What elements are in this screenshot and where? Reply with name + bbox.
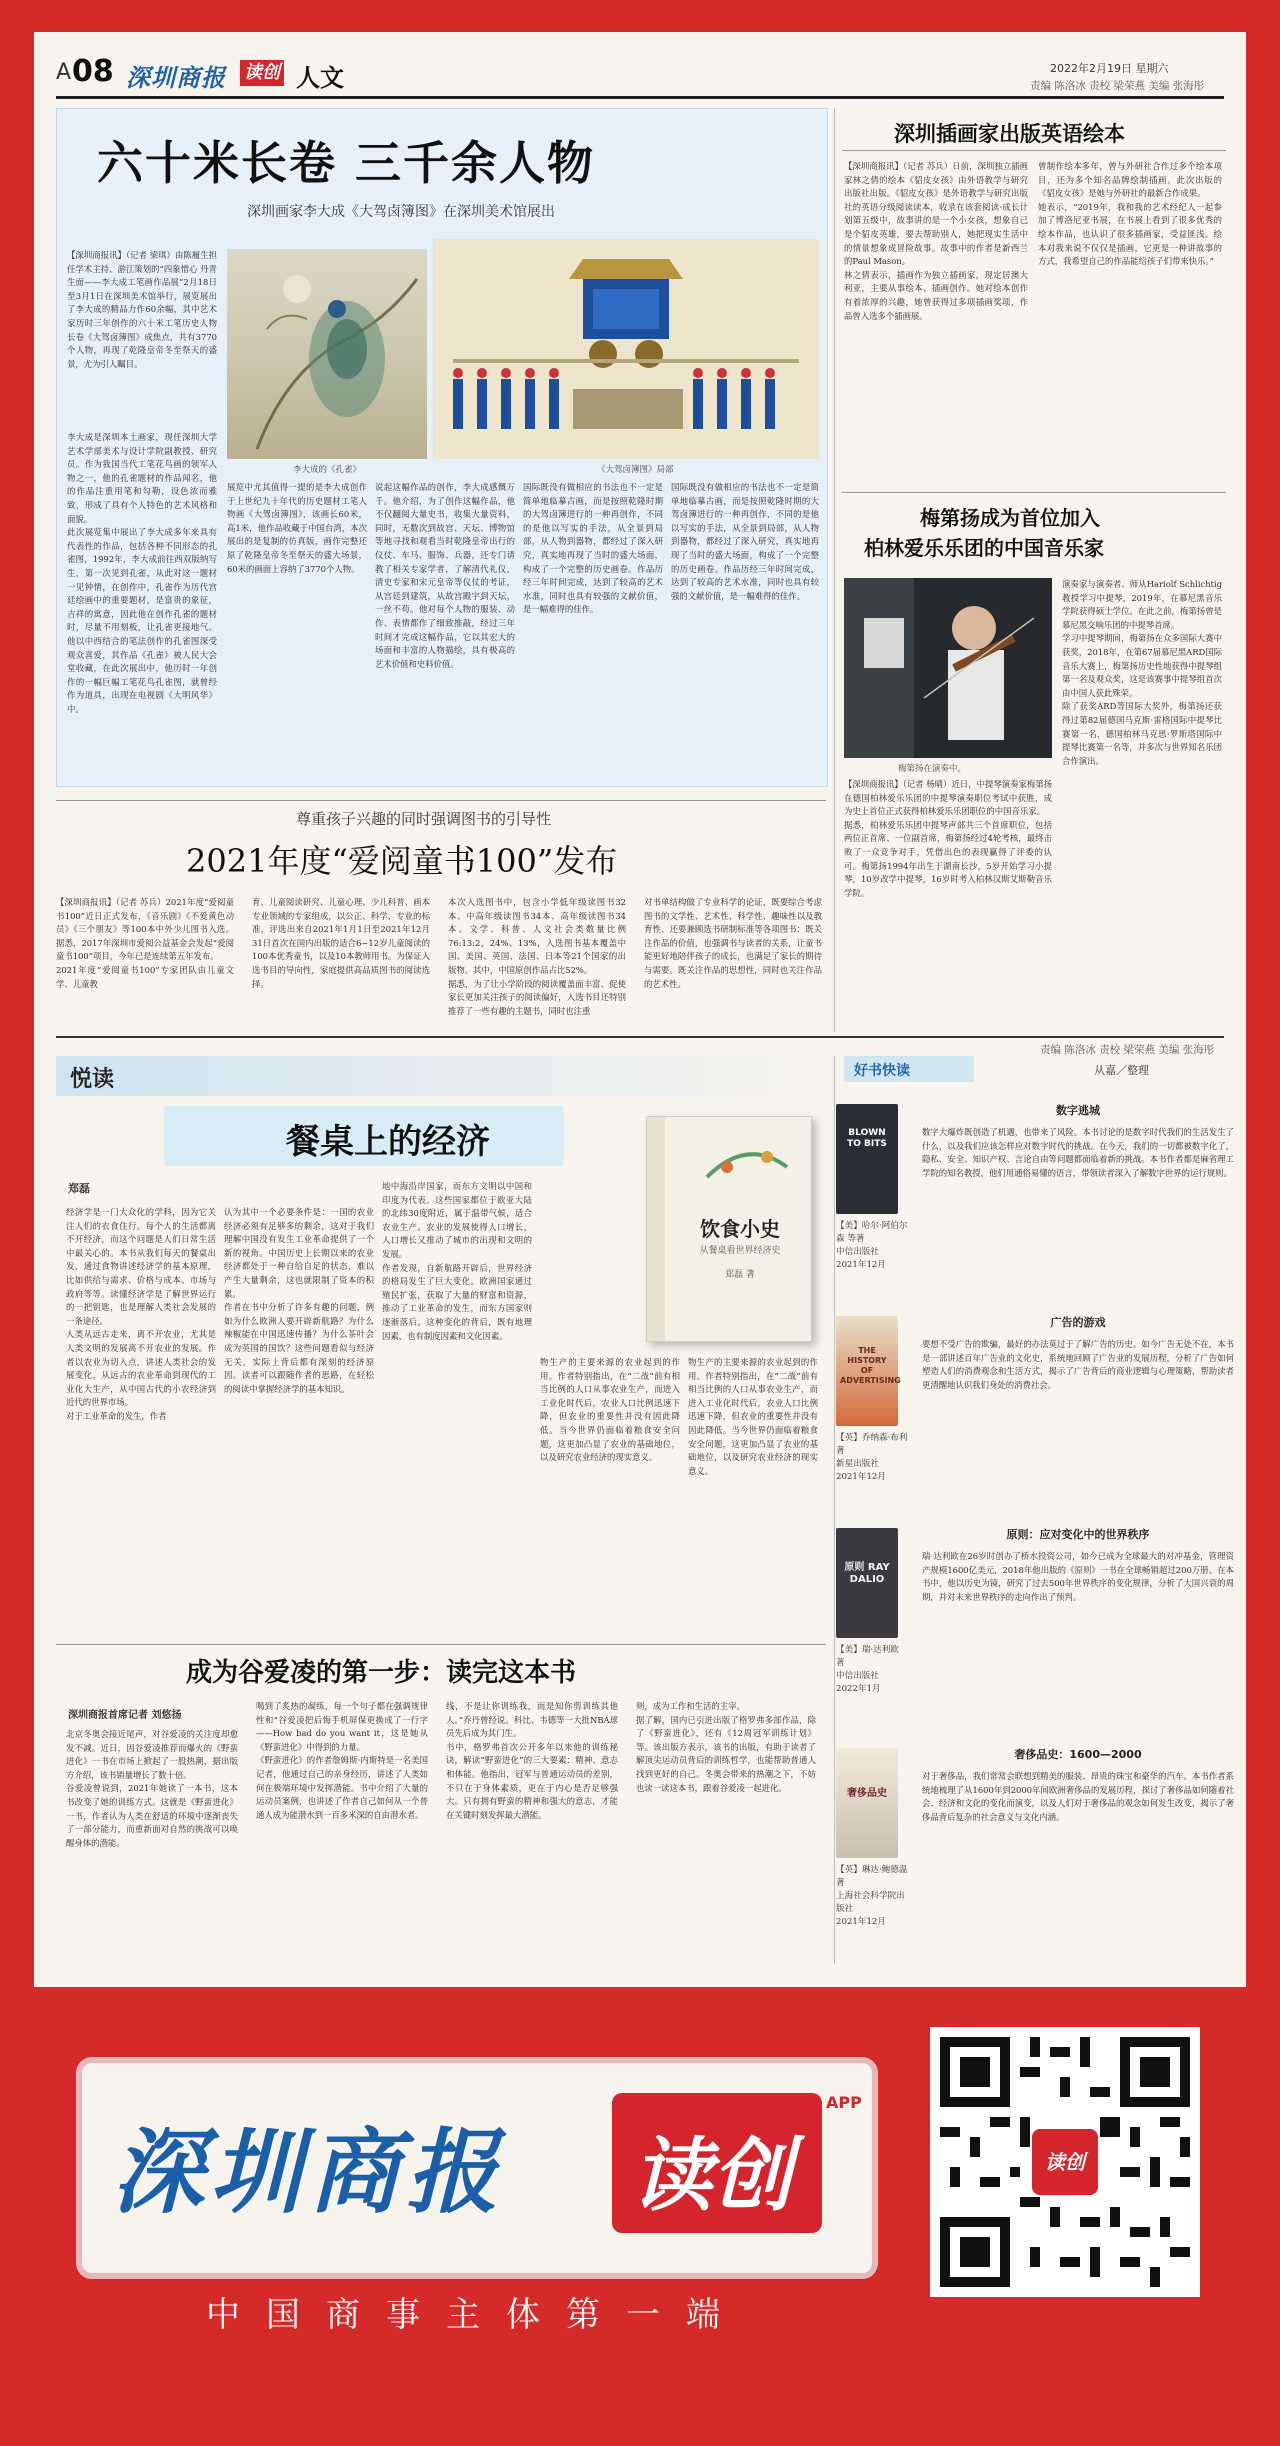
page-header bbox=[34, 32, 1246, 102]
book-description: 要想不受广告的欺骗，最好的办法莫过于了解广告的历史。如今广告无处不在，本书是一部讲述百年广告业的文化史，系统地回顾了广告业的发展历程，分析了广告如何塑造人们的消费观念和生活方式，揭示了广告背后的商业逻辑与心理策略，帮助读者更清醒地认识我们身处的消费社会。 bbox=[922, 1339, 1234, 1390]
section-band bbox=[56, 1056, 826, 1096]
book-author: 郑磊 著 bbox=[725, 1270, 755, 1280]
reading-body-col2: 认为其中一个必要条件是：一国的农业经济必须有足够多的剩余，这对于我们理解中国没有发生工业革命提供了一个新的视角。中国历史上长期以来的农业经济都处于一种自给自足的状态，难以产生大量剩余，这也就限制了资本的积累。 作者在书中分析了许多有趣的问题，例如为什么欧洲人要开辟新航路？为什么辣椒能在中国迅速传播？为什么茶叶会成为英国的国饮？这些问题看似与经济无关，实际上背后都有深刻的经济原因。读者可以跟随作者的思路，在轻松的阅读中掌握经济学的基本知识。 bbox=[224, 1207, 374, 1394]
article-author: 郑磊 bbox=[68, 1182, 90, 1195]
article-body-col1: 李大成是深圳本土画家，现任深圳大学艺术学部美术与设计学院副教授、研究员。作为我国当代工笔花鸟画的领军人物之一，他的孔雀题材的作品闻名，他的作品注重用笔和勾勒，设色浓而雅致，形成了具有个人特色的艺术风格和面貌。 此次展览集中展出了李大成多年来具有代表性的作品，包括各种不同形态的孔雀图，1992年，李大成前往西双版纳写生，第一次见到孔雀，从此对这一题材一见钟情，在创作中，孔雀作为历代宫廷绘画中的重要题材，是富贵的象征，吉祥的寓意，因此他在创作孔雀的题材时，尽量不用刻板，让孔雀更接地气。他以中西结合的笔法创作的孔雀图深受观众喜爱，其作品《孔雀》被人民大会堂收藏，在此次展出中，他历时一年创作的一幅巨幅工笔花鸟孔雀图，就曾经作为道具，出现在电视剧《大明风华》中。 bbox=[67, 432, 217, 714]
right-column bbox=[834, 108, 1226, 1032]
book-title: 原则：应对变化中的世界秩序 bbox=[1006, 1528, 1150, 1541]
article-body-col3: 本次入选图书中，包含小学低年级读图书32本、中高年级读图书34本、高年级读图书34本。文学、科普、人文社会类数量比例76:13:2，24%、13%，入选图书基本覆盖中国、美国、英国、法国、日本等21个国家的出版物。其中，中国原创作品占比52%。 据悉，为了让小学阶段的阅读覆盖面丰富、促使家长更加关注孩子的阅读偏好，入选书目还特别推荐了一些有趣的主题书，同时也注重 bbox=[448, 897, 626, 1016]
brand-logo: 读创 bbox=[632, 2129, 792, 2222]
book-title: 数字逃城 bbox=[1056, 1104, 1100, 1117]
paper-logo: 深圳商报 bbox=[112, 2118, 505, 2226]
book-title: 饮食小史 bbox=[700, 1217, 780, 1241]
article-body-col4: 国际既没有做相应的书法也不一定是简单地临摹古画，而是按照乾隆时期的大驾卤簿进行的一种再创作，不同的是他以写实的手法，从全景到局部，从人物到器物，都经过了深入研究，真实地再现了当时的盛大场面，构成了一个完整的历史画卷。作品历经三年时间完成，达到了较高的艺术水准，同时也具有较强的文献价值，是一幅难得的佳作。 bbox=[523, 482, 663, 615]
article-headline: 餐桌上的经济 bbox=[286, 1122, 490, 1162]
newspaper-page bbox=[34, 32, 1246, 1987]
article-headline: 六十米长卷 三千余人物 bbox=[97, 136, 596, 190]
book-item bbox=[836, 1096, 1238, 1296]
reading-body-col4: 物生产的主要来源的农业起到的作用。作者特别指出，在“二战”前有相当比例的人口从事农业生产，而进入工业化时代后，农业人口比例迅速下降，但农业的重要性并没有因此降低。当今世界仍面临着粮食安全问题，这更加凸显了农业的基础地位，以及研究农业经济的现实意义。 bbox=[540, 1357, 680, 1463]
violist-photo bbox=[844, 578, 1052, 758]
kids-books-article bbox=[56, 792, 826, 1032]
sidebar-rule bbox=[842, 492, 1226, 493]
reading-body-col3: 地中海沿岸国家，而东方文明以中国和印度为代表。这些国家都位于欧亚大陆的北纬30度附近，属于温带气候，适合农业生产。农业的发展使得人口增长，人口增长又推动了城市的出现和文明的发展。 作者发现，自新航路开辟后，世界经济的格局发生了巨大变化。欧洲国家通过殖民扩张，获取了大量的财富和资源，推动了工业革命的发生，而东方国家则逐渐落后。这种变化的背后，既有地理因素，也有制度因素和文化因素。 bbox=[382, 1181, 532, 1341]
article-headline: 成为谷爱凌的第一步：读完这本书 bbox=[186, 1658, 577, 1688]
musician-headline-line2: 柏林爱乐乐团的中国音乐家 bbox=[864, 536, 1104, 560]
staff-credits-2: 责编 陈洛冰 责校 梁荣燕 美编 张海彤 bbox=[1040, 1044, 1215, 1056]
page-divider bbox=[56, 1036, 1224, 1038]
book-publication-info: 【英】琳达·鲍德温 著 上海社会科学院出版社 2021年12月 bbox=[836, 1865, 908, 1927]
book-cover-text: THE HISTORY OF ADVERTISING bbox=[840, 1346, 901, 1385]
qr-code[interactable] bbox=[930, 2027, 1200, 2297]
header-rule bbox=[56, 96, 1224, 99]
musician-body-left: 【深圳商报讯】（记者 杨晴）近日，中提琴演奏家梅第扬在德国柏林爱乐乐团的中提琴演奏职位考试中获胜，成为史上首位正式获得柏林爱乐乐团职位的中国音乐家。 据悉，柏林爱乐乐团中提琴声部共三个首席职位，包括两位正首席、一位副首席，梅第扬经过4轮考核，最终击败了一众竞争对手，凭借出色的表现赢得了评委的认可。梅第扬1994年出生于湖南长沙，5岁开始学习小提琴，10岁改学中提琴，16岁时考入柏林汉斯艾斯勒音乐学院。 bbox=[844, 779, 1052, 898]
page-number-prefix: A bbox=[56, 60, 72, 85]
column-divider bbox=[834, 1056, 835, 1964]
article-body-col4: 则，成为工作和生活的主宰。 据了解，国内已引进出版了格罗弗多部作品，除了《野蛮进化》，还有《12周冠军训练计划》等。该出版方表示，该书的出版，有助于读者了解顶尖运动员背后的训练哲学，也能帮助普通人找到更好的自己。冬奥会带来的热潮之下，不妨也读一读这本书，跟着谷爱凌一起进化。 bbox=[636, 1701, 816, 1793]
article-body-col2: 喝到了炙热的凝练，每一个句子都在强调规律性和“谷爱凌把后悔手机屏保更换成了一行字——How bad do you want it，这是她从《野蛮进化》中得到的力量。 《野蛮进化》的作者詹姆斯·内斯特是一名美国记者，他通过自己的亲身经历，讲述了人类如何在极端环境中发挥潜能。书中介绍了大量的运动员案例，也讲述了作者自己如何从一个普通人成为能潜水到一百多米深的自由潜水者。 bbox=[256, 1701, 428, 1820]
article-subhead: 深圳画家李大成《大驾卤簿图》在深圳美术馆展出 bbox=[247, 204, 555, 220]
article-lead: 【深圳商报讯】（记者 梁琪）由陈履生担任学术主持、游江策划的“四象惜心 丹青生面——李大成工笔画作品展”2月18日至3月1日在深圳美术馆举行，展览展出了李大成的精品力作60余幅，其中艺术家历时三年创作的六十米工笔历史人物长卷《大驾卤簿图》成焦点，共有3770个人物，再现了乾隆皇帝冬至祭天的盛景，尤为引人瞩目。 bbox=[67, 250, 217, 369]
gu-ailing-article bbox=[56, 1644, 826, 1964]
article-body-col2: 育、儿童阅读研究、儿童心理、少儿科普、画本专业领域的专家组成，以公正、科学、专业的标准，评选出来自2021年1月1日至2021年12月31日首次在国内出版的适合6~12岁儿童阅读的100本优秀童书，以及10本教师用书。为保证入选书目的导向性，家庭提供高品质图书的阅读选择。 bbox=[252, 897, 430, 989]
article-headline: 2021年度“爱阅童书100”发布 bbox=[186, 842, 618, 880]
violist-caption: 梅第扬在演奏中。 bbox=[898, 764, 967, 774]
qr-center-badge: 读创 bbox=[1032, 2129, 1098, 2195]
illustrator-body-col1: 【深圳商报讯】（记者 苏兵）日前，深圳独立插画家林之倩的绘本《貂皮女孩》由外语教学与研究出版社出版。《貂皮女孩》是外语教学与研究出版社的英语分级阅读读本，收录在该套阅读·成长计划第五级中，故事讲的是一个小女孩，想象自己是个貂皮英雄，要去帮助别人，她把现实生活中的情景想象成冒险故事。故事中的作者是新西兰的Paul Mason。 林之倩表示，插画作为独立插画家，现定居澳大利亚，主要从事绘本、插画创作。她对绘本创作有着浓厚的兴趣，她曾获得过多项插画奖项，作品曾入选多个插画展。 bbox=[844, 161, 1028, 321]
section-rule bbox=[56, 1644, 826, 1645]
book-cover-text: BLOWN TO BITS bbox=[847, 1128, 887, 1149]
section-rule bbox=[56, 800, 826, 801]
book-subtitle: 从餐桌看世界经济史 bbox=[699, 1246, 781, 1256]
reading-body-col5: 物生产的主要来源的农业起到的作用。作者特别指出，在“二战”前有相当比例的人口从事农业生产，而进入工业化时代后，农业人口比例迅速下降，但农业的重要性并没有因此降低。当今世界仍面临着粮食安全问题，这更加凸显了农业的基础地位，以及研究农业经济的现实意义。 bbox=[688, 1357, 818, 1476]
app-promo-banner bbox=[0, 1987, 1280, 2446]
book-cover bbox=[646, 1116, 812, 1342]
article-body-col4: 对书单结构做了专业科学的论证，既要综合考虑图书的文学性、艺术性、科学性、趣味性以及教育性、还要兼顾选书研制标准等各项图书：既关注作品的价值，也强调书与读者的关系，让童书能更好地陪伴孩子的成长，也满足了家长的期待与需要。既关注作品的思想性，同时也关注作品的艺术性。 bbox=[644, 897, 822, 989]
section-name: 人文 bbox=[296, 64, 344, 92]
article-author: 深圳商报首席记者 刘悠扬 bbox=[68, 1710, 182, 1721]
book-publication-info: 【英】乔纳森·布利 著 新星出版社 2021年12月 bbox=[836, 1433, 908, 1482]
article-body-col2: 展览中尤其值得一提的是李大成创作于上世纪九十年代的历史题材工笔人物画《大驾卤簿图》，该画长60米，高1米，他作品收藏于中国台湾，本次展出的是复制的仿真版，画作完整还原了乾隆皇帝冬至祭天的盛大场景，60米的画面上容纳了3770个人物。 bbox=[227, 482, 367, 574]
book-title: 奢侈品史：1600—2000 bbox=[1014, 1748, 1142, 1761]
column-compiler: 从嘉／整理 bbox=[1094, 1064, 1149, 1077]
banner-slogan: 中国商事主体第一端 bbox=[206, 2295, 746, 2335]
book-description: 对于奢侈品，我们常常会联想到精美的服装、昂贵的珠宝和豪华的汽车。本书作者系统地梳理了从1600年到2000年间欧洲奢侈品的发展历程，探讨了奢侈品如何随着社会、经济和文化的变化而演变，以及人们对于奢侈品的观念如何发生改变，揭示了奢侈品背后复杂的社会意义与文化内涵。 bbox=[922, 1771, 1234, 1822]
paper-name: 深圳商报 bbox=[126, 63, 226, 92]
brand-badge: 读创 bbox=[240, 60, 284, 86]
column-divider bbox=[834, 108, 835, 1032]
procession-painting bbox=[433, 239, 819, 459]
reading-body-col1: 经济学是一门大众化的学科，因为它关注人们的衣食住行。每个人的生活都离不开经济，而这个问题是人们日常生活中最关心的。本书从我们每天的餐桌出发，通过食物讲述经济学的基本原理，比如供给与需求、价格与成本、市场与政府等等。读懂经济学是了解世界运行的一把钥匙，也是理解人类社会发展的一条途径。 人类从远古走来，离不开农业，尤其是人类文明的发展离不开农业的发展。作者以农业为切入点，讲述人类社会的发展变化，从远古的农业革命到现代的工业化大生产，从中国古代的小农经济到近代的世界市场。 对于工业革命的发生，作者 bbox=[66, 1207, 216, 1421]
logo-card bbox=[76, 2057, 878, 2279]
book-cover-image bbox=[836, 1316, 901, 1426]
peacock-painting bbox=[227, 249, 427, 459]
illustrator-body-col2: 曾制作绘本多年，曾与外研社合作过多个绘本项目，还为多个知名品牌绘制插画。此次出版的《貂皮女孩》是她与外研社的最新合作成果。 她表示，“2019年，我和我的艺术经纪人一起参加了博洛尼亚书展，在书展上看到了很多优秀的绘本作品，也认识了很多插画家，受益匪浅。绘本对我来说不仅仅是插画，它更是一种讲故事的方式，我希望自己的作品能给孩子们带来快乐。” bbox=[1038, 161, 1222, 267]
book-item bbox=[836, 1520, 1238, 1730]
book-description: 数字大爆炸既创造了机遇，也带来了风险。本书讨论的是数字时代我们的生活发生了什么，以及我们应该怎样应对数字时代的挑战。在今天，我们的一切都被数字化了，隐私、安全、知识产权、言论自由等问题都面临着新的挑战。本书作者都是麻省理工学院的知名教授，他们用通俗易懂的语言，带领读者深入了解数字世界的运行规则。 bbox=[922, 1127, 1234, 1178]
sidebar-rule bbox=[842, 150, 1226, 151]
book-title: 广告的游戏 bbox=[1050, 1316, 1106, 1329]
article-body-col3: 说起这幅作品的创作，李大成感慨万千。他介绍，为了创作这幅作品，他不仅翻阅大量史书，收集大量资料，同时，无数次到故宫、天坛、博物馆等地寻找和观看当时乾隆皇帝出行的仪仗、车马、服饰、兵器，还专门请教了相关专家学者，了解清代礼仪，清史专家和宋元皇帝等仪仗的考证，从宫廷到建筑，从故宫殿宇到天坛，一丝不苟。他对每个人物的服装、动作、表情都作了细致推敲，经过三年时间才完成这幅作品，它以其宏大的场面和丰富的人物描绘，具有极高的艺术价值和史料价值。 bbox=[375, 482, 515, 669]
article-body-col3: 线，不是让你训练我，而是知你剪训练其他人。”乔丹曾经说。科比、韦德等一大批NBA球员先后成为其门生。 书中，格罗弗首次公开多年以来他的训练秘诀，解读“野蛮进化”的三大要素：精神、意志和体能。他指出，冠军与普通运动员的差别，不只在于身体素质，更在于内心是否足够强大。只有拥有野蛮的精神和强大的意志，才能在关键时刻发挥最大潜能。 bbox=[446, 1701, 618, 1820]
book-description: 瑞·达利欧在26岁时创办了桥水投资公司，如今已成为全球最大的对冲基金，管理资产规模1600亿美元，2018年他出版的《原则》一书在全球畅销超过200万册。在本书中，他以历史为镜，研究了过去500年世界秩序的变化规律，分析了大国兴衰的周期，并对未来世界秩序的走向作出了预判。 bbox=[922, 1551, 1234, 1602]
app-label: APP bbox=[826, 2093, 862, 2112]
book-cover-text: 原则 RAY DALIO bbox=[844, 1562, 890, 1585]
book-item bbox=[836, 1740, 1238, 1960]
article-kicker: 尊重孩子兴趣的同时强调图书的引导性 bbox=[296, 810, 552, 828]
page-number: 08 bbox=[72, 54, 114, 89]
article-body-col1: 北京冬奥会接近尾声，对谷爱凌的关注度却愈发不减。近日，因谷爱凌推荐而爆火的《野蛮进化》一书在市场上掀起了一股热潮，据出版方介绍，该书销量增长了数十倍。 谷爱凌曾说到，2021年她读了一本书，这本书改变了她的训练方式。这就是《野蛮进化》一书，作者认为人类在舒适的环境中逐渐丧失了一部分能力，而重新面对自然的挑战可以唤醒身体的潜能。 bbox=[66, 1729, 238, 1848]
article-body-col1: 【深圳商报讯】（记者 苏兵）2021年度“爱阅童书100”近日正式发布，《音乐剧》《不爱黄色动员》《三个朋友》等100本中外少儿图书入选。据悉，2017年深圳市爱阅公益基金会发起“爱阅童书100”项目，今年已是连续第五年发布。 2021年度“爱阅童书100”专家团队由儿童文学、儿童教 bbox=[56, 897, 234, 989]
book-cover-image bbox=[836, 1748, 898, 1858]
book-publication-info: 【美】哈尔·阿伯尔森 等著 中信出版社 2021年12月 bbox=[836, 1221, 908, 1270]
image-caption-procession: 《大驾卤簿图》局部 bbox=[597, 465, 674, 475]
article-body-col5: 国际既没有做相应的书法也不一定是简单地临摹古画，而是按照乾隆时期的大驾卤簿进行的一种再创作，不同的是他以写实的手法，从全景到局部，从人物到器物，都经过了深入研究，真实地再现了当时的盛大场面，构成了一个完整的历史画卷。作品历经三年时间完成，达到了较高的艺术水准，同时也具有较强的文献价值，是一幅难得的佳作。 bbox=[671, 482, 819, 601]
musician-body-right: 演奏家与演奏者、师从Hariolf Schlichtig教授学习中提琴，2019年，在慕尼黑音乐学院获得硕士学位。在此之前，梅第扬曾是慕尼黑交响乐团的中提琴首席。 学习中提琴期间，梅第扬在众多国际大赛中获奖，2018年，在第67届慕尼黑ARD国际音乐大赛上，梅第扬历史性地获得中提琴组第一名及观众奖，这是该赛事中提琴组首次由中国人获此殊荣。 除了获奖ARD等国际大奖外，梅第扬还获得过第82届德国马克斯·雷格国际中提琴比赛第一名，德国柏林马克思·罗斯塔国际中提琴比赛第一名等，并多次与世界知名乐团合作演出。 bbox=[1062, 579, 1222, 766]
book-item bbox=[836, 1308, 1238, 1508]
image-caption-peacock: 李大成的《孔雀》 bbox=[293, 465, 362, 475]
musician-headline-line1: 梅第扬成为首位加入 bbox=[920, 506, 1100, 530]
feature-article-box bbox=[56, 108, 828, 787]
book-cover-text: 奢侈品史 bbox=[847, 1788, 887, 1799]
book-cover-image bbox=[836, 1104, 898, 1214]
column-title: 好书快读 bbox=[854, 1063, 910, 1079]
staff-credits: 责编 陈洛冰 责校 梁荣燕 美编 张海彤 bbox=[1030, 80, 1205, 92]
reading-section bbox=[56, 1056, 826, 1636]
issue-date: 2022年2月19日 星期六 bbox=[1050, 62, 1169, 75]
illustrator-headline: 深圳插画家出版英语绘本 bbox=[894, 121, 1125, 146]
book-publication-info: 【美】瑞·达利欧 著 中信出版社 2022年1月 bbox=[836, 1645, 899, 1694]
book-cover-image bbox=[836, 1528, 898, 1638]
section-label: 悦读 bbox=[70, 1067, 115, 1092]
